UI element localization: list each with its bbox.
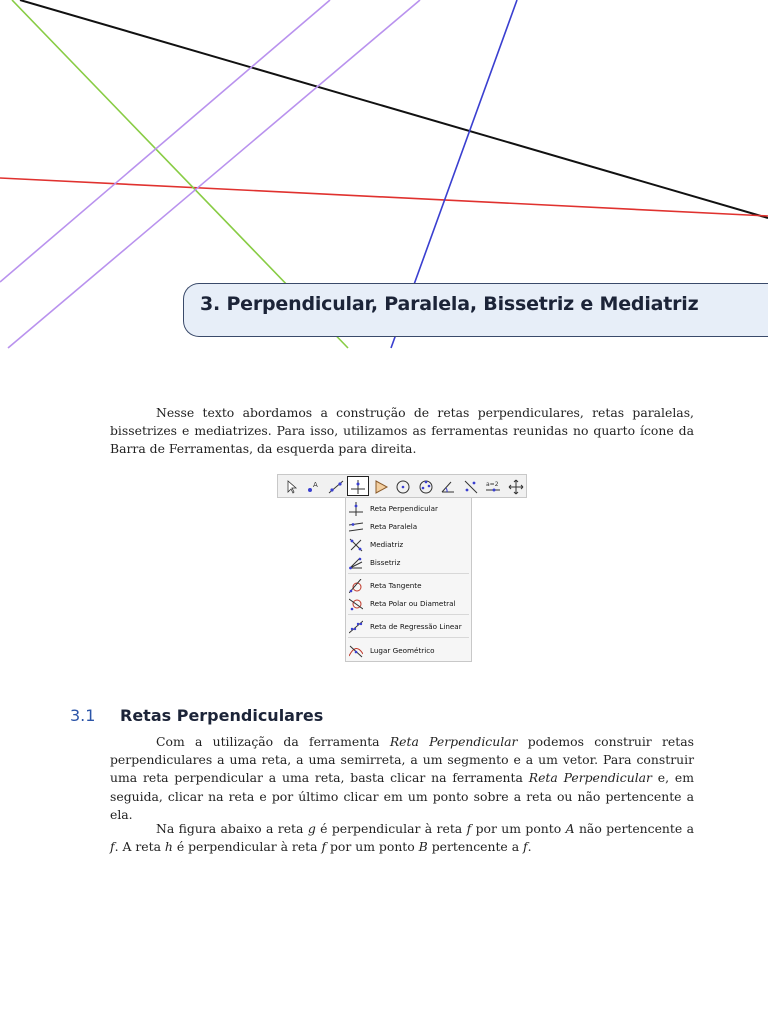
conic-icon <box>418 479 434 495</box>
menu-item-regression[interactable] <box>346 619 471 634</box>
p1-tool-name-2: Reta Perpendicular <box>528 770 652 786</box>
menu-item-polar[interactable] <box>346 596 471 611</box>
menu-item-label: Lugar Geométrico <box>370 646 435 655</box>
perpendicular-bisector-icon <box>349 538 363 552</box>
tangent-icon <box>349 579 363 593</box>
math-var: f <box>523 839 528 855</box>
menu-separator <box>348 637 469 638</box>
menu-item-label: Reta Tangente <box>370 581 422 590</box>
menu-item-label: Reta Polar ou Diametral <box>370 599 456 608</box>
move-icon <box>283 479 299 495</box>
perpendicular-line-icon <box>349 502 363 516</box>
menu-item-parallel[interactable] <box>346 519 471 534</box>
svg-text:A: A <box>313 481 319 489</box>
chapter-heading-box <box>183 283 768 337</box>
menu-item-label: Reta Paralela <box>370 522 418 531</box>
p2-text: não pertencente a <box>574 821 694 836</box>
p2-text: pertencente a <box>427 839 524 855</box>
menu-separator <box>348 614 469 615</box>
locus-icon <box>349 644 363 658</box>
polygon-icon <box>373 479 389 495</box>
p2-text: por um ponto <box>471 821 566 836</box>
polygon-tool[interactable] <box>370 476 391 496</box>
p2-text: por um ponto <box>326 839 419 855</box>
math-var: f <box>466 821 472 836</box>
line-tool[interactable] <box>325 476 346 496</box>
move-view-icon <box>508 479 524 495</box>
math-var: h <box>164 839 173 855</box>
p1-text-c: e, em seguida, clicar na reta e por último clicar em um ponto sobre a reta ou não pertencente a ela. <box>110 770 694 822</box>
intro-text: Nesse texto abordamos a construção de retas perpendiculares, retas paralelas, bissetrizes e mediatrizes. Para isso, utilizamos as ferramentas reunidas no quarto ícone da Barra de Ferramentas, da esquerda para direita. <box>110 405 694 457</box>
section-title: Retas Perpendiculares <box>120 706 324 725</box>
p2-text: é perpendicular à reta <box>172 839 322 855</box>
p2-text: Na figura abaixo a reta <box>156 821 308 836</box>
angle-tool[interactable] <box>437 476 458 496</box>
menu-item-label: Mediatriz <box>370 540 404 549</box>
math-var: f <box>321 839 327 855</box>
menu-separator <box>348 573 469 574</box>
circle-tool[interactable] <box>392 476 413 496</box>
math-var: A <box>565 821 575 836</box>
section-paragraph-1 <box>110 733 694 824</box>
polar-line-icon <box>349 597 363 611</box>
geogebra-toolbar <box>277 474 527 498</box>
p2-text: . <box>527 839 532 855</box>
menu-item-perpendicular[interactable] <box>346 501 471 516</box>
regression-line-icon <box>349 620 363 634</box>
math-var: g <box>307 821 316 836</box>
slider-icon <box>485 479 501 495</box>
reflect-tool[interactable] <box>460 476 481 496</box>
conic-tool[interactable] <box>415 476 436 496</box>
intro-paragraph <box>110 404 694 459</box>
line-icon <box>328 479 344 495</box>
perpendicular-tool[interactable] <box>347 476 368 496</box>
move-view-tool[interactable] <box>505 476 526 496</box>
circle-icon <box>395 479 411 495</box>
p1-tool-name: Reta Perpendicular <box>389 734 518 749</box>
math-var: f <box>110 839 115 855</box>
move-tool[interactable] <box>280 476 301 496</box>
point-icon <box>305 479 321 495</box>
angle-bisector-icon <box>349 556 363 570</box>
menu-item-bisector[interactable] <box>346 555 471 570</box>
slider-tool[interactable] <box>482 476 503 496</box>
menu-item-locus[interactable] <box>346 643 471 658</box>
menu-item-label: Reta de Regressão Linear <box>370 622 462 631</box>
parallel-line-icon <box>349 520 363 534</box>
p1-text-b: podemos construir retas perpendiculares a uma reta, a uma semirreta, a um segmento e a um vetor. Para construir uma reta perpendicular a uma reta, basta clicar na ferramenta <box>110 734 694 786</box>
tool-dropdown-menu <box>345 497 472 662</box>
menu-item-label: Reta Perpendicular <box>370 504 439 513</box>
p2-text: é perpendicular à reta <box>315 821 467 836</box>
p1-text-a: Com a utilização da ferramenta <box>156 734 390 749</box>
math-var: B <box>418 839 428 855</box>
chapter-title: 3. Perpendicular, Paralela, Bissetriz e Mediatriz <box>200 293 699 315</box>
slider-label: a=2 <box>486 481 499 488</box>
p2-text: . A reta <box>114 839 165 855</box>
menu-item-tangent[interactable] <box>346 578 471 593</box>
angle-icon <box>440 479 456 495</box>
point-tool[interactable] <box>302 476 323 496</box>
perpendicular-icon <box>350 479 366 495</box>
menu-item-label: Bissetriz <box>370 558 401 567</box>
section-number: 3.1 <box>70 706 96 725</box>
menu-item-mediatrix[interactable] <box>346 537 471 552</box>
section-paragraph-2 <box>110 820 694 856</box>
reflect-icon <box>463 479 479 495</box>
